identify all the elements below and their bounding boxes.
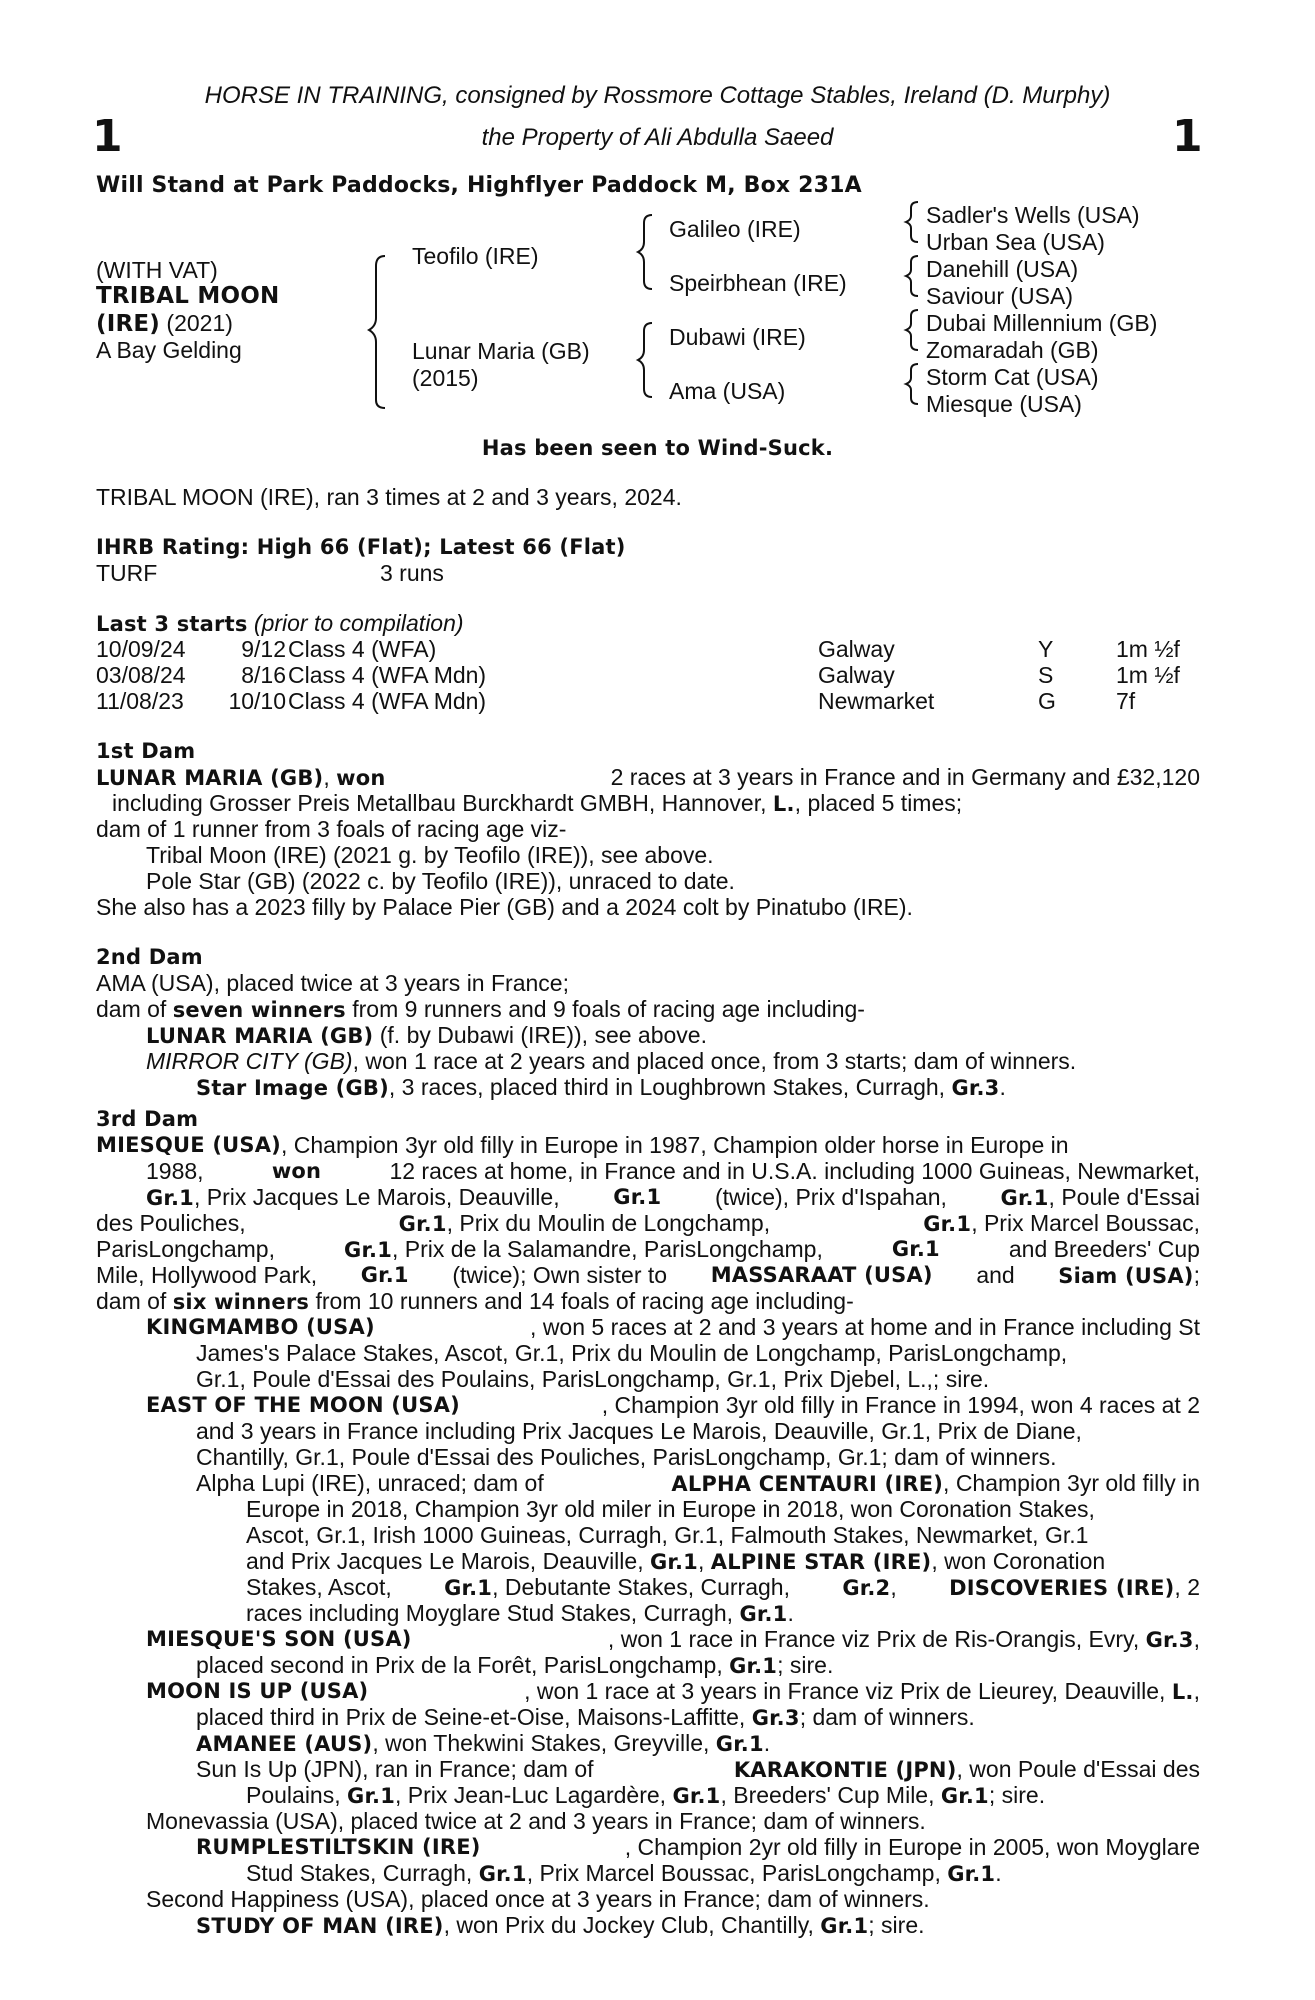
second-dam-produce-1 bbox=[146, 1022, 707, 1049]
dam-name: MIESQUE (USA) bbox=[96, 1133, 281, 1157]
rating-surface: TURF bbox=[96, 560, 158, 586]
start-going: G bbox=[1038, 688, 1056, 714]
text: , Poule d'Essai bbox=[1048, 1184, 1200, 1210]
text: Stakes, Ascot, bbox=[246, 1574, 392, 1600]
horse-description: A Bay Gelding bbox=[96, 337, 242, 363]
amanee-line bbox=[196, 1730, 770, 1757]
text: . bbox=[999, 1074, 1006, 1100]
text: ; sire. bbox=[988, 1782, 1046, 1808]
text: ; dam of winners. bbox=[799, 1704, 975, 1730]
listed-badge: L. bbox=[1171, 1680, 1194, 1704]
text: , 3 races, placed third in Loughbrown Stakes, Curragh, bbox=[388, 1074, 946, 1100]
first-dam-produce-1: Tribal Moon (IRE) (2021 g. by Teofilo (IRE)), see above. bbox=[146, 842, 714, 868]
grade-badge: Gr.1 bbox=[923, 1212, 972, 1236]
text: . bbox=[787, 1600, 794, 1626]
start-position: 9/12 bbox=[241, 636, 286, 662]
grade-badge: Gr.1 bbox=[715, 1732, 764, 1756]
third-dam-heading: 3rd Dam bbox=[96, 1107, 199, 1131]
text: , Debutante Stakes, Curragh, bbox=[492, 1574, 790, 1600]
text: Mile, Hollywood Park, bbox=[96, 1262, 318, 1288]
text: , won Poule d'Essai des bbox=[956, 1756, 1200, 1782]
stand-location: Will Stand at Park Paddocks, Highflyer Paddock M, Box 231A bbox=[96, 173, 862, 198]
son-line1 bbox=[146, 1626, 1200, 1653]
start-going: S bbox=[1038, 662, 1054, 688]
first-dam-name: LUNAR MARIA (GB), won bbox=[96, 764, 386, 790]
first-dam-won: won bbox=[336, 766, 386, 790]
produce-name: ALPHA CENTAURI (IRE) bbox=[671, 1472, 944, 1496]
text: , won Prix du Jockey Club, Chantilly, bbox=[443, 1912, 814, 1938]
start-course: Newmarket bbox=[818, 688, 935, 714]
text: , Prix du Moulin de Longchamp, bbox=[446, 1210, 771, 1236]
grade-badge: Gr.1 bbox=[360, 1263, 409, 1287]
start-distance: 1m ½f bbox=[1116, 636, 1180, 662]
last-starts-title: Last 3 starts bbox=[96, 612, 248, 636]
start-position: 10/10 bbox=[228, 688, 286, 714]
text: Stud Stakes, Curragh, bbox=[246, 1860, 473, 1886]
start-course: Galway bbox=[818, 662, 895, 688]
grade-badge: Gr.1 bbox=[146, 1186, 194, 1210]
lot-number-left: 1 bbox=[92, 111, 123, 162]
lot-number-right: 1 bbox=[1172, 111, 1203, 162]
text: , won 5 races at 2 and 3 years at home and in France including St bbox=[530, 1314, 1200, 1340]
sire-dam: Speirbhean (IRE) bbox=[669, 270, 847, 296]
text: , won 1 race at 2 years and placed once, from 3 starts; dam of winners. bbox=[352, 1048, 1077, 1074]
monevassia-line: Monevassia (USA), placed twice at 2 and 3 years in France; dam of winners. bbox=[146, 1808, 926, 1834]
text: dam of bbox=[96, 996, 167, 1022]
miesque-line4 bbox=[96, 1210, 1200, 1237]
rumple-line1 bbox=[196, 1834, 1200, 1860]
winners-bold: six winners bbox=[172, 1290, 310, 1314]
windsuck-note: Has been seen to Wind-Suck. bbox=[481, 436, 834, 460]
produce-name: ALPINE STAR (IRE) bbox=[710, 1550, 932, 1574]
text: ; bbox=[1193, 1262, 1200, 1288]
alpha-line1 bbox=[196, 1470, 1200, 1497]
text: (twice); Own sister to bbox=[452, 1262, 668, 1288]
start-class: Class 4 (WFA) bbox=[288, 636, 437, 662]
grade-badge: Gr.1 bbox=[478, 1862, 527, 1886]
first-dam-line1 bbox=[96, 764, 1200, 791]
second-dam-line2 bbox=[96, 996, 865, 1023]
horse-name: TRIBAL MOON bbox=[96, 283, 280, 309]
grade-badge: Gr.3 bbox=[1145, 1628, 1194, 1652]
eotm-line1 bbox=[146, 1392, 1200, 1418]
text: , Champion 3yr old filly in France in 1994, won 4 races at 2 bbox=[601, 1392, 1200, 1418]
grade-badge: Gr.1 bbox=[613, 1185, 662, 1209]
kingmambo-line3: Gr.1, Poule d'Essai des Poulains, ParisLongchamp, Gr.1, Prix Djebel, L.,; sire. bbox=[196, 1366, 990, 1392]
eotm-line2: and 3 years in France including Prix Jacques Le Marois, Deauville, Gr.1, Prix de Diane, bbox=[196, 1418, 1082, 1444]
text: , Prix de la Salamandre, ParisLongchamp, bbox=[392, 1236, 823, 1262]
start-distance: 1m ½f bbox=[1116, 662, 1180, 688]
brace-dd bbox=[906, 364, 918, 404]
text: including Grosser Preis Metallbau Burckhardt GMBH, Hannover, bbox=[112, 790, 767, 816]
text: 1988, bbox=[146, 1158, 204, 1184]
won-bold: won bbox=[271, 1159, 322, 1183]
text: , bbox=[1193, 1678, 1200, 1704]
text: des Pouliches, bbox=[96, 1210, 246, 1236]
gen3-sds: Danehill (USA) bbox=[926, 256, 1079, 282]
happiness-line: Second Happiness (USA), placed once at 3 years in France; dam of winners. bbox=[146, 1886, 930, 1912]
grade-badge: Gr.1 bbox=[398, 1212, 447, 1236]
second-dam-line1: AMA (USA), placed twice at 3 years in France; bbox=[96, 970, 569, 996]
text: , won 1 race in France viz Prix de Ris-Orangis, Evry, bbox=[607, 1626, 1140, 1652]
sun-is-up-line1 bbox=[196, 1756, 1200, 1783]
produce-name: KINGMAMBO (USA) bbox=[146, 1315, 375, 1339]
gen3-dds: Storm Cat (USA) bbox=[926, 364, 1099, 390]
brace-sd bbox=[906, 256, 918, 296]
miesque-line2 bbox=[146, 1158, 1200, 1184]
first-dam-heading: 1st Dam bbox=[96, 739, 196, 763]
winners-bold: seven winners bbox=[172, 998, 346, 1022]
last-starts-note: (prior to compilation) bbox=[253, 610, 464, 636]
first-dam-produce-2: Pole Star (GB) (2022 c. by Teofilo (IRE)), unraced to date. bbox=[146, 868, 735, 894]
text: (twice), Prix d'Ispahan, bbox=[714, 1184, 947, 1210]
text: placed third in Prix de Seine-et-Oise, Maisons-Laffitte, bbox=[196, 1704, 746, 1730]
miesque-line1 bbox=[96, 1132, 1200, 1158]
dam-sire: Dubawi (IRE) bbox=[669, 324, 806, 350]
kingmambo-line1 bbox=[146, 1314, 1200, 1340]
produce-name: DISCOVERIES (IRE) bbox=[949, 1576, 1175, 1600]
grade-badge: Gr.1 bbox=[940, 1784, 989, 1808]
miesque-line3 bbox=[146, 1184, 1200, 1211]
text: and Prix Jacques Le Marois, Deauville, bbox=[246, 1548, 644, 1574]
gen3-ddd: Miesque (USA) bbox=[926, 391, 1082, 417]
text: and Breeders' Cup bbox=[1008, 1236, 1200, 1262]
alpha-line6 bbox=[246, 1600, 794, 1627]
sire-name: Teofilo (IRE) bbox=[412, 243, 539, 269]
text: placed second in Prix de la Forêt, ParisLongchamp, bbox=[196, 1652, 723, 1678]
text: , Breeders' Cup Mile, bbox=[720, 1782, 935, 1808]
start-class: Class 4 (WFA Mdn) bbox=[288, 688, 487, 714]
rating-runs: 3 runs bbox=[380, 560, 444, 586]
start-date: 10/09/24 bbox=[96, 636, 186, 662]
text: , placed 5 times; bbox=[794, 790, 963, 816]
dam-year: (2015) bbox=[412, 365, 479, 391]
text: 12 races at home, in France and in U.S.A. including 1000 Guineas, Newmarket, bbox=[389, 1158, 1200, 1184]
listed-badge: L. bbox=[772, 792, 795, 816]
start-date: 11/08/23 bbox=[96, 688, 184, 714]
grade-badge: Gr.1 bbox=[891, 1237, 940, 1261]
gen3-dsd: Zomaradah (GB) bbox=[926, 337, 1099, 363]
vat-label: (WITH VAT) bbox=[96, 257, 218, 283]
text: dam of bbox=[96, 1288, 167, 1314]
text: , Prix Marcel Boussac, bbox=[971, 1210, 1200, 1236]
text: Alpha Lupi (IRE), unraced; dam of bbox=[196, 1470, 544, 1496]
dam-name: Lunar Maria (GB) bbox=[412, 338, 590, 364]
text: . bbox=[995, 1860, 1002, 1886]
start-position: 8/16 bbox=[241, 662, 286, 688]
produce-name: RUMPLESTILTSKIN (IRE) bbox=[196, 1835, 481, 1859]
text: from 10 runners and 14 foals of racing age including- bbox=[315, 1288, 854, 1314]
produce-name: MIESQUE'S SON (USA) bbox=[146, 1627, 412, 1651]
second-dam-grandproduce bbox=[196, 1074, 1006, 1101]
produce-name: AMANEE (AUS) bbox=[196, 1732, 373, 1756]
son-line2 bbox=[196, 1652, 833, 1679]
eotm-line3: Chantilly, Gr.1, Poule d'Essai des Pouliches, ParisLongchamp, Gr.1; dam of winners. bbox=[196, 1444, 1057, 1470]
sister-name: Siam (USA) bbox=[1058, 1264, 1194, 1288]
grade-badge: Gr.3 bbox=[951, 1076, 1000, 1100]
text: ParisLongchamp, bbox=[96, 1236, 275, 1262]
grade-badge: Gr.1 bbox=[820, 1914, 869, 1938]
text: , won Thekwini Stakes, Greyville, bbox=[372, 1730, 710, 1756]
produce-name: LUNAR MARIA (GB) bbox=[146, 1024, 374, 1048]
start-distance: 7f bbox=[1116, 688, 1136, 714]
text: (f. by Dubawi (IRE)), see above. bbox=[379, 1022, 707, 1048]
text: , Prix Marcel Boussac, ParisLongchamp, bbox=[526, 1860, 941, 1886]
text: ; sire. bbox=[868, 1912, 925, 1938]
second-dam-heading: 2nd Dam bbox=[96, 945, 203, 969]
text: from 9 runners and 9 foals of racing age including- bbox=[352, 996, 865, 1022]
gen3-ssd: Urban Sea (USA) bbox=[926, 229, 1105, 255]
text: , Champion 2yr old filly in Europe in 2005, won Moyglare bbox=[624, 1834, 1200, 1860]
rating-title: IHRB Rating: High 66 (Flat); Latest 66 (Flat) bbox=[96, 535, 626, 559]
brace-dam bbox=[638, 323, 652, 397]
text: and bbox=[976, 1262, 1015, 1288]
gen3-sss: Sadler's Wells (USA) bbox=[926, 202, 1140, 228]
text: ; sire. bbox=[777, 1652, 834, 1678]
produce-name: MOON IS UP (USA) bbox=[146, 1679, 369, 1703]
grade-badge: Gr.1 bbox=[444, 1576, 493, 1600]
first-dam-line2 bbox=[112, 790, 962, 817]
text: , bbox=[697, 1548, 705, 1574]
produce-name: EAST OF THE MOON (USA) bbox=[146, 1393, 460, 1417]
sister-name: MASSARAAT (USA) bbox=[710, 1263, 933, 1287]
alpha-line5 bbox=[246, 1574, 1200, 1601]
horse-suffix: (IRE) bbox=[96, 311, 161, 337]
first-dam-name-bold: LUNAR MARIA (GB) bbox=[96, 766, 324, 790]
brace-sire bbox=[638, 215, 652, 289]
consignor-line: HORSE IN TRAINING, consigned by Rossmore Cottage Stables, Ireland (D. Murphy) bbox=[204, 82, 1111, 109]
alpha-line2: Europe in 2018, Champion 3yr old miler in Europe in 2018, won Coronation Stakes, bbox=[246, 1496, 1095, 1522]
text: races including Moyglare Stud Stakes, Curragh, bbox=[246, 1600, 734, 1626]
text: , Prix Jean-Luc Lagardère, bbox=[395, 1782, 667, 1808]
first-dam-line3: dam of 1 runner from 3 foals of racing age viz- bbox=[96, 816, 567, 842]
text: , won 1 race at 3 years in France viz Prix de Lieurey, Deauville, bbox=[524, 1678, 1166, 1704]
kingmambo-line2: James's Palace Stakes, Ascot, Gr.1, Prix du Moulin de Longchamp, ParisLongchamp, bbox=[196, 1340, 1068, 1366]
grade-badge: Gr.1 bbox=[672, 1784, 721, 1808]
last-starts-heading bbox=[96, 610, 464, 637]
second-dam-produce-2 bbox=[146, 1048, 1076, 1074]
grade-badge: Gr.3 bbox=[751, 1706, 800, 1730]
miesque-line6 bbox=[96, 1262, 1200, 1289]
first-dam-note: She also has a 2023 filly by Palace Pier (GB) and a 2024 colt by Pinatubo (IRE). bbox=[96, 894, 913, 920]
sun-is-up-line2 bbox=[246, 1782, 1045, 1809]
produce-name: STUDY OF MAN (IRE) bbox=[196, 1914, 444, 1938]
text: , Champion 3yr old filly in bbox=[943, 1470, 1200, 1496]
brace-ds bbox=[906, 310, 918, 350]
alpha-line3: Ascot, Gr.1, Irish 1000 Guineas, Curragh, Gr.1, Falmouth Stakes, Newmarket, Gr.1 bbox=[246, 1522, 1089, 1548]
gen3-sdd: Saviour (USA) bbox=[926, 283, 1073, 309]
text: Sun Is Up (JPN), ran in France; dam of bbox=[196, 1756, 594, 1782]
grade-badge: Gr.1 bbox=[649, 1550, 698, 1574]
produce-name: MIRROR CITY (GB) bbox=[146, 1048, 353, 1074]
property-line: the Property of Ali Abdulla Saeed bbox=[481, 124, 834, 151]
text: , Champion 3yr old filly in Europe in 1987, Champion older horse in Europe in bbox=[280, 1132, 1069, 1158]
moon-line2 bbox=[196, 1704, 975, 1731]
text: , 2 bbox=[1174, 1574, 1200, 1600]
brace-gen1 bbox=[369, 256, 385, 408]
start-course: Galway bbox=[818, 636, 895, 662]
text: , Prix Jacques Le Marois, Deauville, bbox=[194, 1184, 560, 1210]
produce-name: KARAKONTIE (JPN) bbox=[733, 1758, 957, 1782]
grade-badge: Gr.1 bbox=[1000, 1186, 1049, 1210]
rumple-line2 bbox=[246, 1860, 1002, 1887]
grade-badge: Gr.1 bbox=[739, 1602, 788, 1626]
miesque-line7 bbox=[96, 1288, 854, 1315]
start-going: Y bbox=[1038, 636, 1054, 662]
start-date: 03/08/24 bbox=[96, 662, 186, 688]
moon-line1 bbox=[146, 1678, 1200, 1705]
brace-ss bbox=[906, 202, 918, 242]
sire-sire: Galileo (IRE) bbox=[669, 216, 801, 242]
grade-badge: Gr.2 bbox=[842, 1576, 891, 1600]
grade-badge: Gr.1 bbox=[947, 1862, 996, 1886]
dam-dam: Ama (USA) bbox=[669, 378, 786, 404]
produce-name: Star Image (GB) bbox=[196, 1076, 389, 1100]
grade-badge: Gr.1 bbox=[347, 1784, 396, 1808]
text: Poulains, bbox=[246, 1782, 341, 1808]
gen3-dss: Dubai Millennium (GB) bbox=[926, 310, 1158, 336]
alpha-line4 bbox=[246, 1548, 1105, 1575]
grade-badge: Gr.1 bbox=[344, 1238, 393, 1262]
start-class: Class 4 (WFA Mdn) bbox=[288, 662, 487, 688]
text: , bbox=[890, 1574, 897, 1600]
miesque-line5 bbox=[96, 1236, 1200, 1263]
first-dam-record: 2 races at 3 years in France and in Germany and £32,120 bbox=[610, 764, 1200, 790]
text: , won Coronation bbox=[931, 1548, 1106, 1574]
race-summary: TRIBAL MOON (IRE), ran 3 times at 2 and 3 years, 2024. bbox=[96, 484, 682, 510]
text: . bbox=[763, 1730, 771, 1756]
grade-badge: Gr.1 bbox=[729, 1654, 778, 1678]
horse-year: (2021) bbox=[166, 310, 233, 336]
text: , bbox=[1193, 1626, 1200, 1652]
study-of-man-line bbox=[196, 1912, 925, 1939]
